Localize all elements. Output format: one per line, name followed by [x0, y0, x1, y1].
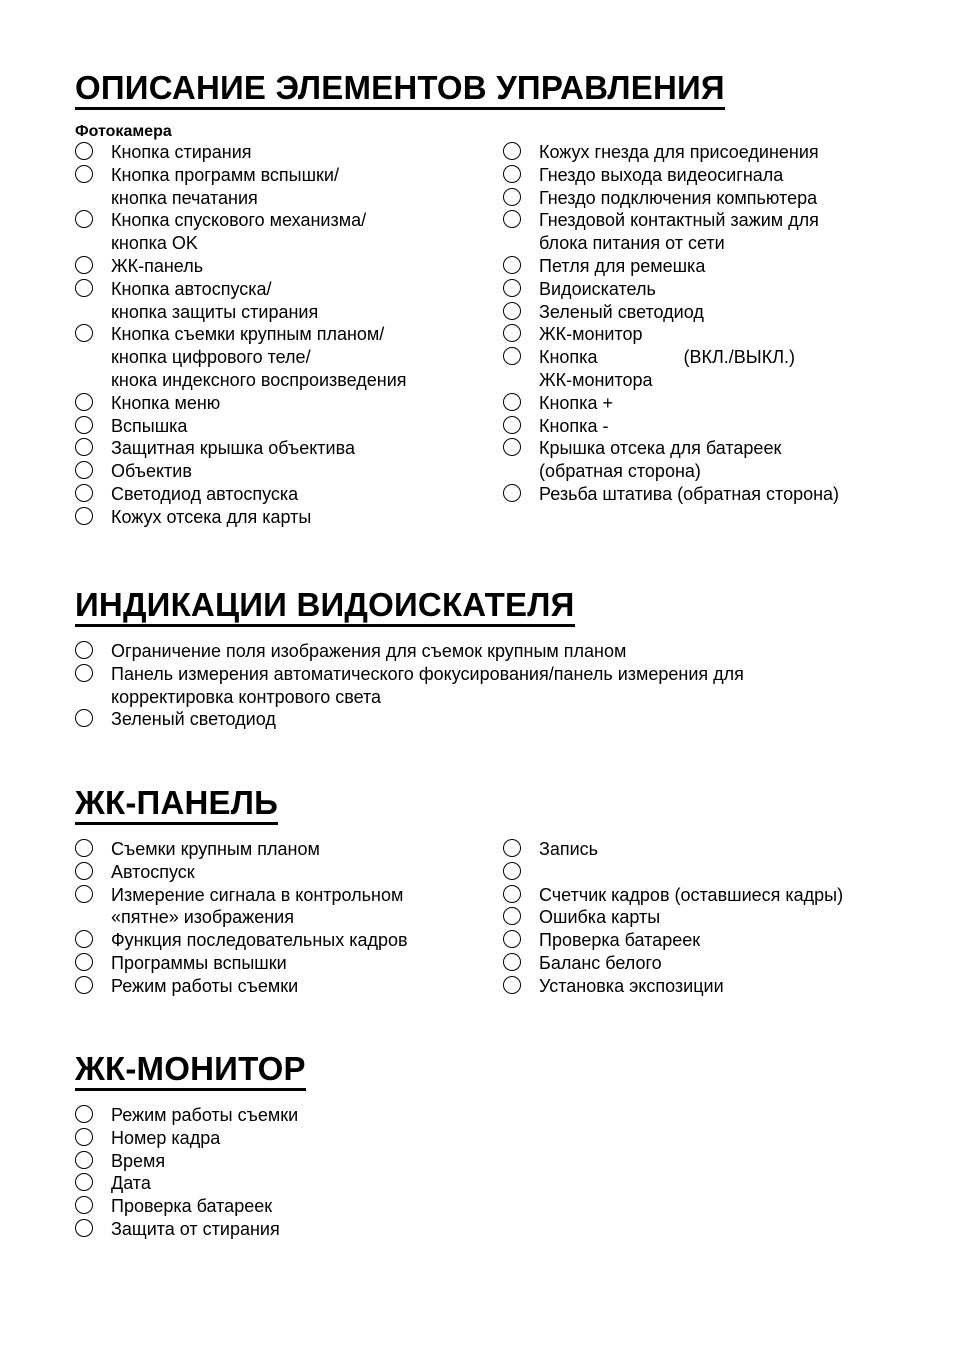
list-item: [75, 1195, 895, 1218]
callout-circle-icon: [75, 1173, 93, 1191]
item-text: [111, 708, 276, 731]
list-item: [75, 1104, 895, 1127]
item-line: Кнопка программ вспышки/: [111, 164, 339, 185]
list-item: [503, 255, 903, 278]
list-item: [503, 209, 903, 255]
item-text: [111, 1195, 272, 1218]
callout-circle-icon: [75, 438, 93, 456]
item-line: Кнопка стирания: [111, 142, 252, 162]
viewfinder-section: [75, 587, 895, 731]
callout-circle-icon: [75, 1128, 93, 1146]
item-line: Измерение сигнала в контрольном: [111, 884, 404, 905]
list-item: [503, 929, 903, 952]
list-item: [503, 415, 903, 438]
item-line: Режим работы съемки: [111, 1105, 299, 1125]
item-line: ЖК-монитор: [539, 324, 643, 345]
item-text: [539, 209, 819, 255]
item-line: (обратная сторона): [539, 461, 701, 482]
item-line: [539, 346, 795, 369]
list-item: [75, 506, 495, 529]
item-line: Вспышка: [111, 415, 188, 436]
item-text: [539, 838, 598, 861]
callout-circle-icon: [75, 324, 93, 342]
item-line: Программы вспышки: [111, 952, 287, 973]
list-item: [503, 164, 903, 187]
viewfinder-list: [75, 640, 895, 731]
list-item: [503, 437, 903, 483]
item-text: [111, 1218, 280, 1241]
callout-circle-icon: [503, 885, 521, 903]
callout-circle-icon: [503, 976, 521, 994]
item-line: Номер кадра: [111, 1127, 221, 1148]
controls-right-list: [503, 141, 903, 506]
item-text: [111, 929, 408, 952]
item-line: Счетчик кадров (оставшиеся кадры): [539, 884, 844, 905]
item-text: [539, 301, 704, 324]
list-item: [75, 141, 495, 164]
item-line: Кнопка +: [539, 392, 613, 413]
callout-circle-icon: [503, 393, 521, 411]
callout-circle-icon: [503, 953, 521, 971]
lcd-panel-left-list: [75, 838, 495, 998]
item-text: [539, 906, 660, 929]
item-text: [111, 164, 339, 210]
callout-circle-icon: [75, 885, 93, 903]
item-line: Зеленый светодиод: [111, 709, 276, 730]
lcd-monitor-list: [75, 1104, 895, 1241]
callout-circle-icon: [75, 1196, 93, 1214]
item-line: Кнопка съемки крупным планом/: [111, 324, 385, 345]
callout-circle-icon: [75, 953, 93, 971]
item-text: [111, 1127, 220, 1150]
callout-circle-icon: [75, 507, 93, 525]
list-item: [75, 838, 495, 861]
callout-circle-icon: [503, 324, 521, 342]
item-line: кнока индексного воспроизведения: [111, 369, 407, 390]
list-item: [503, 392, 903, 415]
list-item: [75, 209, 495, 255]
item-line: Гнездо подключения компьютера: [539, 187, 818, 208]
list-item: [75, 323, 495, 391]
callout-circle-icon: [75, 930, 93, 948]
item-line: Резьба штатива (обратная сторона): [539, 483, 840, 504]
item-line: Проверка батареек: [111, 1196, 273, 1217]
list-item: [75, 663, 895, 709]
item-text: [539, 278, 656, 301]
item-line: Функция последовательных кадров: [111, 930, 408, 951]
item-line: Защита от стирания: [111, 1218, 280, 1239]
item-text: [111, 141, 252, 164]
item-line: Кожух гнезда для присоединения: [539, 142, 819, 162]
item-line: Запись: [539, 839, 599, 859]
item-line: кнопка защиты стирания: [111, 301, 319, 322]
list-item: [75, 1218, 895, 1241]
camera-subheading: Фотокамера: [75, 123, 172, 140]
callout-circle-icon: [75, 641, 93, 659]
item-prefix: Кнопка: [539, 347, 598, 368]
item-text: [539, 483, 839, 506]
list-item: [75, 278, 495, 324]
callout-circle-icon: [75, 1219, 93, 1237]
item-suffix: (ВКЛ./ВЫКЛ.): [683, 347, 796, 368]
callout-circle-icon: [503, 142, 521, 160]
callout-circle-icon: [503, 416, 521, 434]
item-line: Панель измерения автоматического фокусирования/панель измерения для: [111, 663, 744, 684]
item-text: [111, 278, 318, 324]
callout-circle-icon: [503, 839, 521, 857]
item-line: Режим работы съемки: [111, 975, 299, 996]
controls-heading: ОПИСАНИЕ ЭЛЕМЕНТОВ УПРАВЛЕНИЯ: [75, 70, 725, 110]
callout-circle-icon: [75, 165, 93, 183]
callout-circle-icon: [75, 279, 93, 297]
callout-circle-icon: [503, 302, 521, 320]
item-line: Ошибка карты: [539, 907, 661, 928]
list-item: [503, 278, 903, 301]
item-line: Ограничение поля изображения для съемок крупным планом: [111, 641, 627, 661]
lcd-monitor-section: [75, 1051, 895, 1241]
lcd-panel-columns: [75, 838, 895, 1008]
item-line: Установка экспозиции: [539, 975, 724, 996]
callout-circle-icon: [75, 142, 93, 160]
item-line: корректировка контрового света: [111, 686, 382, 707]
item-line: блока питания от сети: [539, 233, 725, 254]
item-text: [111, 838, 320, 861]
list-item: [75, 392, 495, 415]
list-item: [503, 884, 903, 907]
list-item: [503, 346, 903, 392]
item-line: «пятне» изображения: [111, 907, 294, 928]
list-item: [75, 1127, 895, 1150]
callout-circle-icon: [75, 839, 93, 857]
list-item: [75, 929, 495, 952]
callout-circle-icon: [75, 709, 93, 727]
item-line: Проверка батареек: [539, 930, 701, 951]
list-item: [75, 952, 495, 975]
item-text: [111, 415, 187, 438]
item-line: кнопка печатания: [111, 187, 258, 208]
item-line: Светодиод автоспуска: [111, 483, 299, 504]
item-text: [111, 460, 192, 483]
lcd-monitor-heading: ЖК-МОНИТОР: [75, 1051, 306, 1091]
item-text: [539, 346, 795, 392]
callout-circle-icon: [75, 484, 93, 502]
item-text: [111, 663, 744, 709]
list-item: [503, 952, 903, 975]
callout-circle-icon: [503, 438, 521, 456]
item-text: [539, 255, 705, 278]
item-text: [539, 187, 817, 210]
item-line: кнопка OK: [111, 233, 198, 254]
item-text: [111, 483, 298, 506]
item-text: [539, 929, 700, 952]
item-text: [111, 861, 195, 884]
list-item: [503, 906, 903, 929]
callout-circle-icon: [503, 930, 521, 948]
lcd-panel-heading: ЖК-ПАНЕЛЬ: [75, 785, 278, 825]
item-text: [539, 323, 643, 346]
item-text: [539, 141, 819, 164]
item-line: Кожух отсека для карты: [111, 506, 312, 527]
item-line: Автоспуск: [111, 861, 195, 882]
item-text: [111, 437, 355, 460]
list-item: [75, 460, 495, 483]
item-line: Гнездовой контактный зажим для: [539, 210, 819, 231]
viewfinder-heading: ИНДИКАЦИИ ВИДОИСКАТЕЛЯ: [75, 587, 575, 627]
controls-left-list: [75, 141, 495, 529]
item-line: Петля для ремешка: [539, 255, 706, 276]
callout-circle-icon: [75, 461, 93, 479]
list-item: [75, 164, 495, 210]
item-line: Зеленый светодиод: [539, 301, 704, 322]
callout-circle-icon: [503, 256, 521, 274]
callout-circle-icon: [75, 862, 93, 880]
controls-columns: [75, 141, 895, 527]
callout-circle-icon: [75, 393, 93, 411]
callout-circle-icon: [503, 862, 521, 880]
callout-circle-icon: [503, 347, 521, 365]
item-line: ЖК-монитора: [539, 369, 653, 390]
list-item: [75, 884, 495, 930]
item-text: [539, 164, 783, 187]
item-text: [111, 209, 366, 255]
list-item: [75, 708, 895, 731]
item-line: ЖК-панель: [111, 255, 204, 276]
item-line: Кнопка автоспуска/: [111, 278, 272, 299]
item-line: Гнездо выхода видеосигнала: [539, 164, 784, 185]
list-item: [75, 415, 495, 438]
list-item: [503, 187, 903, 210]
list-item: [75, 1172, 895, 1195]
item-line: [539, 861, 544, 884]
item-text: [111, 1104, 298, 1127]
item-text: [539, 437, 781, 483]
callout-circle-icon: [75, 256, 93, 274]
item-line: Кнопка -: [539, 415, 609, 436]
item-line: Защитная крышка объектива: [111, 438, 355, 459]
callout-circle-icon: [75, 416, 93, 434]
item-text: [539, 952, 662, 975]
item-text: [111, 255, 203, 278]
list-item: [75, 255, 495, 278]
item-text: [111, 1150, 165, 1173]
list-item: [75, 1150, 895, 1173]
item-line: Видоискатель: [539, 278, 656, 299]
callout-circle-icon: [503, 188, 521, 206]
list-item: [75, 861, 495, 884]
callout-circle-icon: [503, 279, 521, 297]
callout-circle-icon: [503, 165, 521, 183]
callout-circle-icon: [75, 210, 93, 228]
item-text: [539, 884, 843, 907]
item-line: Время: [111, 1150, 166, 1171]
item-text: [111, 1172, 151, 1195]
item-text: [111, 640, 626, 663]
item-text: [539, 975, 724, 998]
callout-circle-icon: [75, 976, 93, 994]
item-text: [111, 506, 311, 529]
list-item: [75, 975, 495, 998]
item-text: [111, 392, 220, 415]
callout-circle-icon: [503, 210, 521, 228]
item-line: Кнопка меню: [111, 392, 221, 413]
item-text: [539, 861, 544, 884]
item-text: [111, 952, 287, 975]
list-item: [503, 483, 903, 506]
list-item: [75, 640, 895, 663]
callout-circle-icon: [75, 664, 93, 682]
list-item: [75, 437, 495, 460]
callout-circle-icon: [503, 484, 521, 502]
list-item: [503, 323, 903, 346]
item-text: [539, 415, 608, 438]
item-text: [111, 323, 407, 391]
lcd-panel-section: [75, 785, 895, 1008]
callout-circle-icon: [75, 1151, 93, 1169]
item-line: Баланс белого: [539, 952, 662, 973]
item-line: Кнопка спускового механизма/: [111, 210, 367, 231]
item-text: [111, 975, 298, 998]
item-line: Съемки крупным планом: [111, 839, 320, 859]
item-line: Крышка отсека для батареек: [539, 438, 782, 459]
callout-circle-icon: [503, 907, 521, 925]
item-line: Дата: [111, 1173, 151, 1194]
item-line: кнопка цифрового теле/: [111, 347, 311, 368]
item-text: [111, 884, 403, 930]
callout-circle-icon: [75, 1105, 93, 1123]
list-item: [503, 975, 903, 998]
list-item: [503, 861, 903, 884]
controls-section: [75, 69, 895, 527]
list-item: [503, 141, 903, 164]
lcd-panel-right-list: [503, 838, 903, 998]
list-item: [503, 838, 903, 861]
item-line: Объектив: [111, 461, 192, 482]
list-item: [503, 301, 903, 324]
item-text: [539, 392, 613, 415]
list-item: [75, 483, 495, 506]
